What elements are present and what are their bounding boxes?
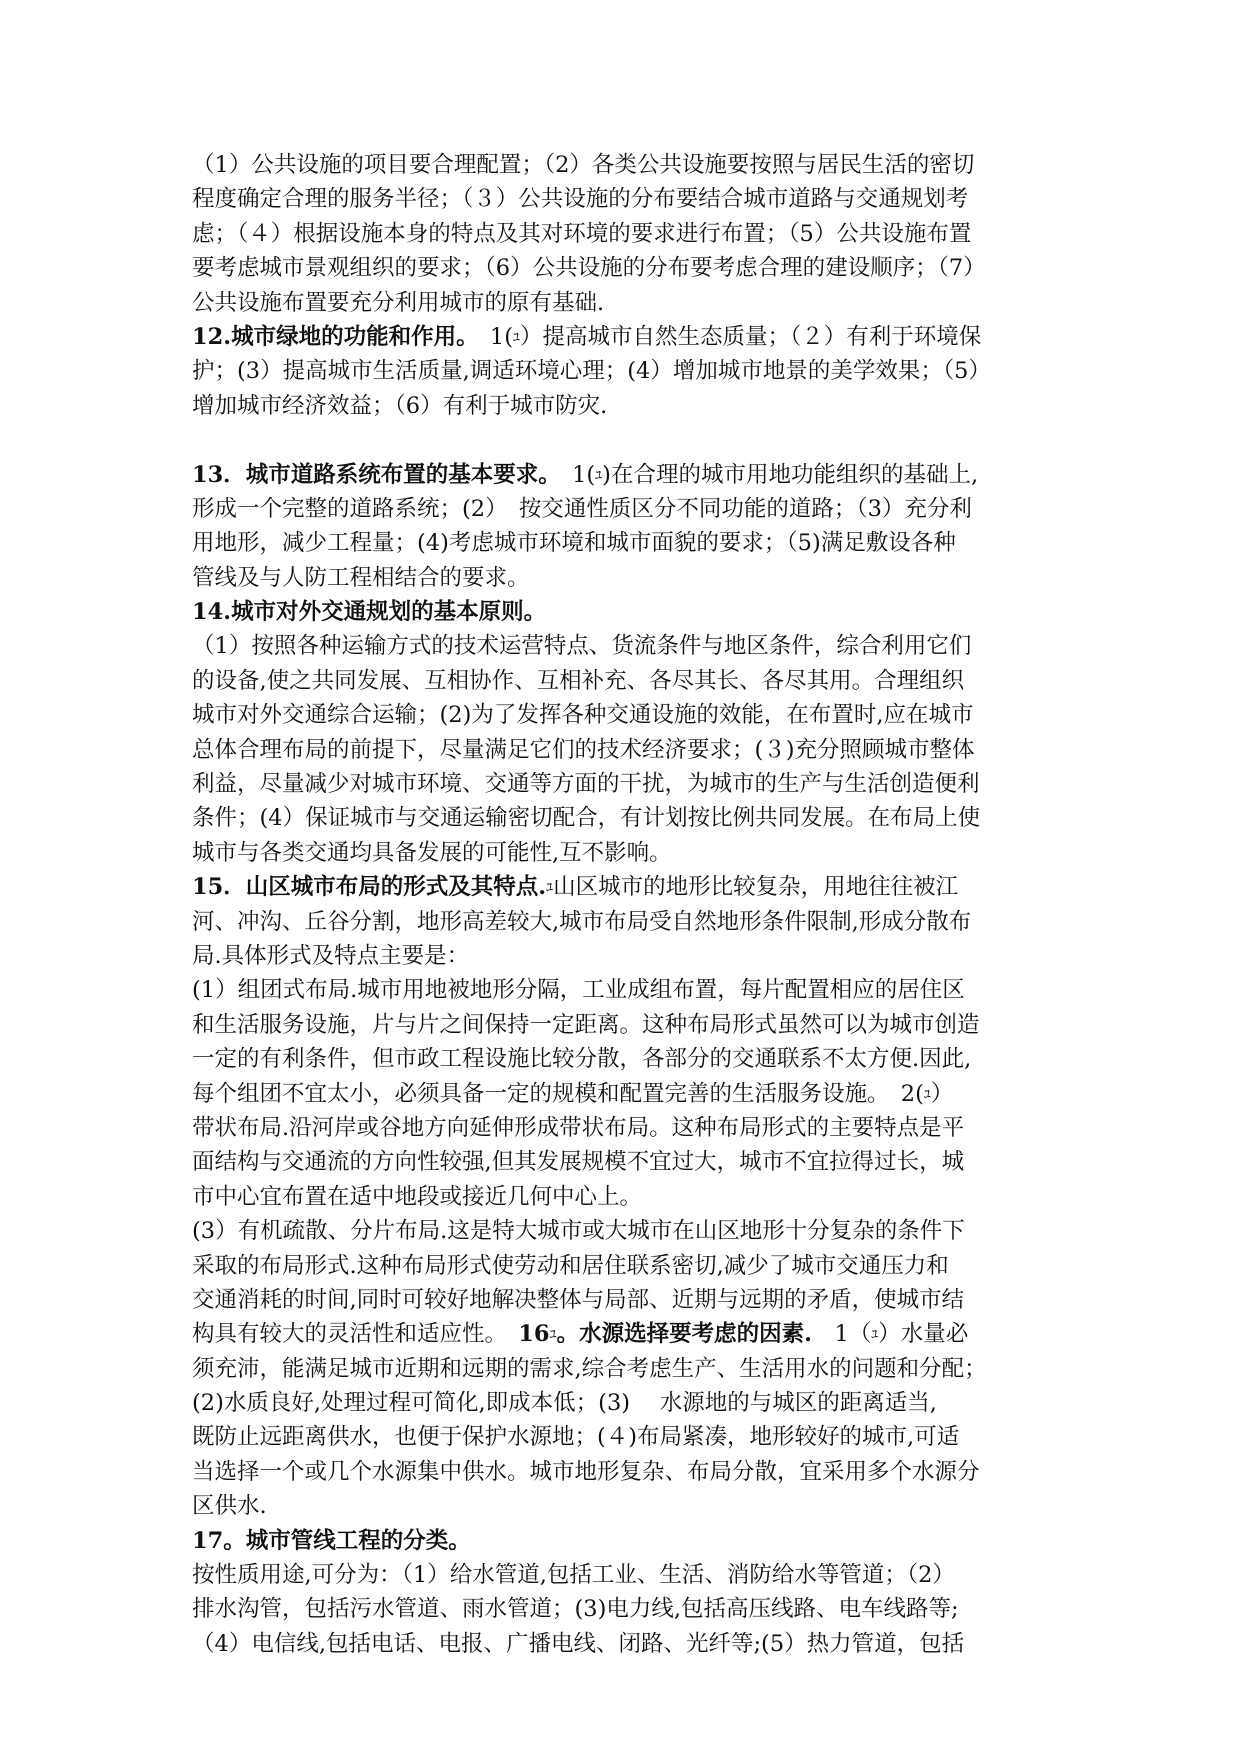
text-line: 城市对外交通综合运输；(2)为了发挥各种交通设施的效能，在布置时,应在城市 <box>192 702 974 729</box>
text-line: 护；(3）提高城市生活质量,调适环境心理；(4）增加城市地景的美学效果；（5） <box>192 358 991 385</box>
section-12-text: ）提高城市自然生态质量；（２）有利于环境保 <box>520 323 982 350</box>
section-16-heading-num: 16 <box>518 1321 550 1348</box>
section-17-heading: 17。城市管线工程的分类。 <box>192 1527 471 1554</box>
text-line: 既防止远距离供水，也便于保护水源地；(４)布局紧凑，地形较好的城市,可适 <box>192 1424 960 1451</box>
text-line: 河、冲沟、丘谷分割，地形高差较大,城市布局受自然地形条件限制,形成分散布 <box>192 908 972 935</box>
section-16-lead: 1（ <box>834 1321 872 1348</box>
text-line: 局.具体形式及特点主要是： <box>192 942 470 969</box>
text-line: 须充沛，能满足城市近期和远期的需求,综合考虑生产、生活用水的问题和分配； <box>192 1355 987 1382</box>
text-line: 当选择一个或几个水源集中供水。城市地形复杂、布局分散，宜采用多个水源分 <box>192 1458 980 1485</box>
section-13-first-line <box>192 458 1062 492</box>
blank-line <box>192 423 1062 457</box>
document-page <box>192 148 1062 1661</box>
section-13-lead: 1( <box>572 461 596 488</box>
section-15-heading: 15．山区城市布局的形式及其特点. <box>192 874 547 901</box>
text-line: 程度确定合理的服务半径；（３）公共设施的分布要结合城市道路与交通规划考 <box>192 186 969 213</box>
text-line: 总体合理布局的前提下，尽量满足它们的技术经济要求；(３)充分照顾城市整体 <box>192 736 975 763</box>
section-13-text: )在合理的城市用地功能组织的基础上, <box>602 461 979 488</box>
glyph-mark: ﾕ <box>549 1327 557 1344</box>
text-line: (2)水质良好,处理过程可简化,即成本低；(3) 水源地的与城区的距离适当, <box>192 1390 937 1417</box>
text-line: 利益，尽量减少对城市环境、交通等方面的干扰，为城市的生产与生活创造便利 <box>192 771 980 798</box>
glyph-mark: ﾕ <box>871 1327 879 1344</box>
text-line: 面结构与交通流的方向性较强,但其发展规模不宜过大，城市不宜拉得过长，城 <box>192 1149 965 1176</box>
text-line: 的设备,使之共同发展、互相协作、互相补充、各尽其长、各尽其用。合理组织 <box>192 667 965 694</box>
text-line: 公共设施布置要充分利用城市的原有基础. <box>192 289 605 316</box>
glyph-mark: ﾕ <box>513 329 521 346</box>
text-line: 排水沟管，包括污水管道、雨水管道；(3)电力线,包括高压线路、电车线路等; <box>192 1596 959 1623</box>
text-line: 区供水. <box>192 1493 267 1520</box>
text-line: （4）电信线,包括电话、电报、广播电线、闭路、光纤等;(5）热力管道，包括 <box>192 1630 965 1657</box>
section-13-heading: 13．城市道路系统布置的基本要求。 <box>192 461 550 488</box>
text-line: 和生活服务设施，片与片之间保持一定距离。这种布局形式虽然可以为城市创造 <box>192 1011 980 1038</box>
text-line: （1）按照各种运输方式的技术运营特点、货流条件与地区条件，综合利用它们 <box>192 633 972 660</box>
section-15-text: 山区城市的地形比较复杂，用地往往被江 <box>553 874 959 901</box>
text-line: 交通消耗的时间,同时可较好地解决整体与局部、近期与远期的矛盾，使城市结 <box>192 1286 965 1313</box>
text-line: 形成一个完整的道路系统；(2） 按交通性质区分不同功能的道路；（3）充分利 <box>192 495 972 522</box>
text-line: (3）有机疏散、分片布局.这是特大城市或大城市在山区地形十分复杂的条件下 <box>192 1218 965 1245</box>
text-segment: ） <box>930 1080 954 1107</box>
text-line: 虑；（４）根据设施本身的特点及其对环境的要求进行布置；（5）公共设施布置 <box>192 220 972 247</box>
text-line: 采取的布局形式.这种布局形式使劳动和居住联系密切,减少了城市交通压力和 <box>192 1252 949 1279</box>
text-line: 条件；(4）保证城市与交通运输密切配合，有计划按比例共同发展。在布局上使 <box>192 805 981 832</box>
text-line: (1）组团式布局.城市用地被地形分隔，工业成组布置，每片配置相应的居住区 <box>192 977 965 1004</box>
section-12-lead: 1( <box>489 323 514 350</box>
text-line: 用地形，减少工程量；(4)考虑城市环境和城市面貌的要求；（5)满足敷设各种 <box>192 530 956 557</box>
text-segment: 每个组团不宜太小，必须具备一定的规模和配置完善的生活服务设施。 2( <box>192 1080 924 1107</box>
text-line: 带状布局.沿河岸或谷地方向延伸形成带状布局。这种布局形式的主要特点是平 <box>192 1114 965 1141</box>
section-12-first-line <box>192 320 1062 354</box>
text-line: 市中心宜布置在适中地段或接近几何中心上。 <box>192 1183 643 1210</box>
text-segment: 构具有较大的灵活性和适应性。 <box>192 1321 496 1348</box>
text-line: 城市与各类交通均具备发展的可能性,互不影响。 <box>192 839 672 866</box>
text-line: （1）公共设施的项目要合理配置；（2）各类公共设施要按照与居民生活的密切 <box>192 152 975 178</box>
section-15-first-line <box>192 870 1062 904</box>
glyph-mark: ﾕ <box>546 880 554 897</box>
glyph-mark: ﾕ <box>923 1086 931 1103</box>
section-16-first-line <box>192 1317 1062 1351</box>
glyph-mark: ﾕ <box>595 467 603 484</box>
section-16-heading: 。水源选择要考虑的因素. <box>556 1321 812 1348</box>
section-14-heading: 14.城市对外交通规划的基本原则。 <box>192 599 547 626</box>
text-line: 要考虑城市景观组织的要求；（6）公共设施的分布要考虑合理的建设顺序；（7） <box>192 255 986 282</box>
text-line-with-glyph <box>192 1077 1062 1111</box>
text-line: 增加城市经济效益；（6）有利于城市防灾. <box>192 392 608 419</box>
text-line: 一定的有利条件，但市政工程设施比较分散，各部分的交通联系不太方便.因此, <box>192 1046 972 1073</box>
section-16-text: ）水量必 <box>878 1321 969 1348</box>
text-line: 按性质用途,可分为：（1）给水管道,包括工业、生活、消防给水等管道；（2） <box>192 1562 955 1589</box>
section-12-heading: 12.城市绿地的功能和作用。 <box>192 323 468 350</box>
text-line: 管线及与人防工程相结合的要求。 <box>192 564 530 591</box>
